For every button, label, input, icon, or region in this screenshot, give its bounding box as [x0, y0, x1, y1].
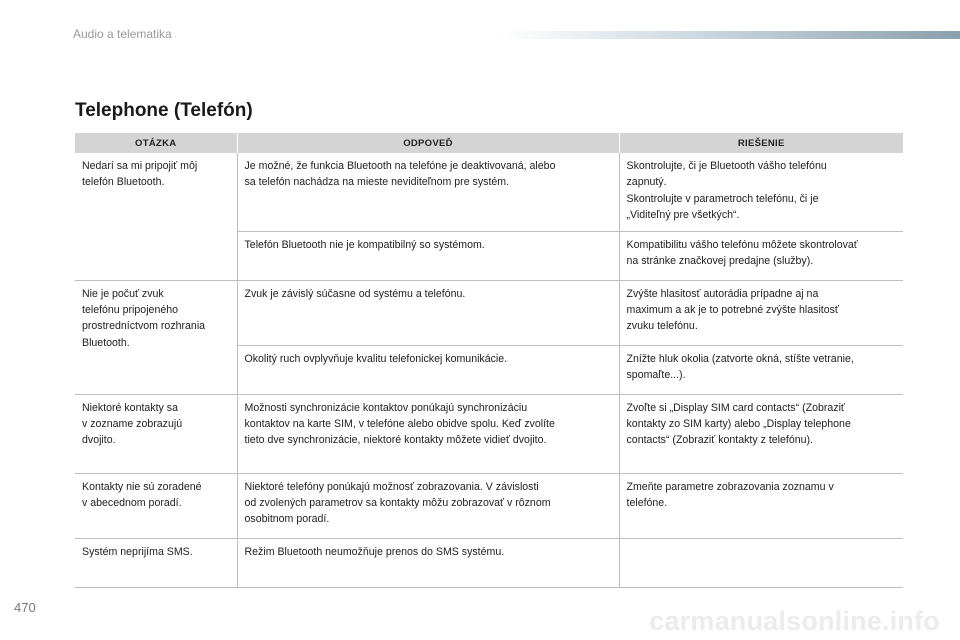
table-row	[75, 538, 903, 587]
table-row	[75, 394, 903, 473]
solution-cell: Kompatibilitu vášho telefónu môžete skontrolovať na stránke značkovej predajne (služby).	[619, 231, 903, 280]
table-row	[75, 473, 903, 538]
table-row	[75, 153, 903, 231]
column-header-solution: RIEŠENIE	[619, 133, 903, 153]
table-row	[75, 280, 903, 345]
solution-cell: Zmeňte parametre zobrazovania zoznamu v telefóne.	[619, 473, 903, 538]
answer-cell: Okolitý ruch ovplyvňuje kvalitu telefonickej komunikácie.	[237, 345, 619, 394]
solution-cell: Zvýšte hlasitosť autorádia prípadne aj na maximum a ak je to potrebné zvýšte hlasitosť zvuku telefónu.	[619, 280, 903, 345]
troubleshooting-table	[75, 133, 903, 588]
question-cell: Systém neprijíma SMS.	[75, 538, 237, 587]
table-header-row	[75, 133, 903, 153]
watermark-text: carmanualsonline.info	[649, 606, 940, 636]
solution-cell: Zvoľte si „Display SIM card contacts“ (Zobraziť kontakty zo SIM karty) alebo „Display telephone contacts“ (Zobraziť kontakty z telefónu).	[619, 394, 903, 473]
page-title: Telephone (Telefón)	[75, 100, 253, 121]
answer-cell: Niektoré telefóny ponúkajú možnosť zobrazovania. V závislosti od zvolených parametrov sa kontakty môžu zobrazovať v rôznom osobitnom poradí.	[237, 473, 619, 538]
answer-cell: Je možné, že funkcia Bluetooth na telefóne je deaktivovaná, alebo sa telefón nachádza na mieste neviditeľnom pre systém.	[237, 153, 619, 231]
header-decorative-bar	[500, 31, 960, 39]
solution-cell: Znížte hluk okolia (zatvorte okná, stíšte vetranie, spomaľte...).	[619, 345, 903, 394]
answer-cell: Možnosti synchronizácie kontaktov ponúkajú synchronizáciu kontaktov na karte SIM, v telefóne alebo obidve spolu. Keď zvolíte tieto dve synchronizácie, niektoré kontakty môžete vidieť dvojito.	[237, 394, 619, 473]
question-cell: Kontakty nie sú zoradené v abecednom poradí.	[75, 473, 237, 538]
answer-cell: Zvuk je závislý súčasne od systému a telefónu.	[237, 280, 619, 345]
answer-cell: Režim Bluetooth neumožňuje prenos do SMS systému.	[237, 538, 619, 587]
page-number: 470	[14, 600, 36, 615]
question-cell: Niektoré kontakty sa v zozname zobrazujú dvojito.	[75, 394, 237, 473]
question-cell: Nedarí sa mi pripojiť môj telefón Bluetooth.	[75, 153, 237, 280]
column-header-answer: ODPOVEĎ	[237, 133, 619, 153]
section-header: Audio a telematika	[73, 27, 172, 41]
answer-cell: Telefón Bluetooth nie je kompatibilný so systémom.	[237, 231, 619, 280]
solution-cell	[619, 538, 903, 587]
column-header-question: OTÁZKA	[75, 133, 237, 153]
question-cell: Nie je počuť zvuk telefónu pripojeného prostredníctvom rozhrania Bluetooth.	[75, 280, 237, 394]
solution-cell: Skontrolujte, či je Bluetooth vášho telefónu zapnutý. Skontrolujte v parametroch telefónu, či je „Viditeľný pre všetkých“.	[619, 153, 903, 231]
